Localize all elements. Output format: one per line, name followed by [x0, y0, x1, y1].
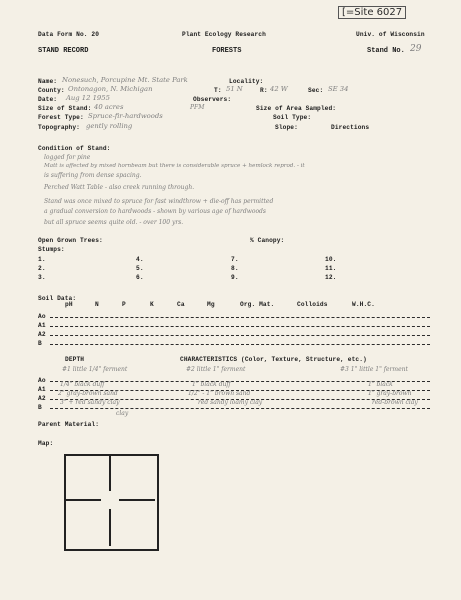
condition-line-6: a gradual conversion to hardwoods - shown by various age of hardwoods: [44, 208, 266, 215]
county-label: County:: [38, 87, 65, 94]
soil-row-ao: Ao: [38, 313, 46, 320]
depth-note: #3 1" little 1" ferment: [340, 366, 408, 373]
soil-col-ca: Ca: [177, 301, 185, 308]
township-label: T:: [214, 87, 222, 94]
depth-note: 1" black: [368, 381, 393, 388]
stump-num: 4.: [136, 256, 144, 263]
depth-note: 1/2" - 1" brown sand: [188, 390, 251, 397]
soil-row-a2: A2: [38, 331, 46, 338]
condition-line-7: but all spruce seems quite old. - over 100 yrs.: [44, 219, 184, 226]
depth-note: clay: [116, 410, 129, 417]
site-stamp: [=Site 6027: [338, 6, 406, 19]
depth-row-a1: A1: [38, 386, 46, 393]
forest-type-value: Spruce-fir-hardwoods: [88, 112, 163, 120]
depth-label: DEPTH: [65, 356, 85, 363]
name-value: Nonesuch, Porcupine Mt. State Park: [62, 76, 188, 84]
range-label: R:: [260, 87, 268, 94]
soil-line: [50, 317, 430, 318]
stand-number-label: Stand No.: [367, 47, 405, 55]
soil-row-b: B: [38, 340, 42, 347]
soil-col-whc: W.H.C.: [352, 301, 375, 308]
depth-note: #1 little 1/4" ferment: [62, 366, 128, 373]
depth-note: red sandy loamy clay: [198, 399, 263, 406]
soil-col-k: K: [150, 301, 154, 308]
directions-label: Directions: [331, 124, 370, 131]
condition-line-4: Perched Watt Table - also creek running through.: [44, 184, 195, 191]
depth-note: 1/4" black duff: [60, 381, 105, 388]
forest-type-label: Forest Type:: [38, 114, 84, 121]
observers-value: PFM: [190, 104, 205, 111]
soil-type-label: Soil Type:: [273, 114, 312, 121]
map-cross-horizontal-right: [119, 499, 155, 501]
stump-num: 11.: [325, 265, 337, 272]
condition-line-5: Stand was once mixed to spruce for fast windthrow + die-off has permitted: [44, 198, 274, 205]
site-map-box: [64, 454, 159, 551]
university: Univ. of Wisconsin: [356, 31, 425, 38]
stumps-label: Stumps:: [38, 246, 65, 253]
canopy-label: % Canopy:: [250, 237, 285, 244]
county-value: Ontonagon, N. Michigan: [68, 85, 153, 93]
section-value: SE 34: [328, 85, 349, 93]
soil-row-a1: A1: [38, 322, 46, 329]
stump-num: 3.: [38, 274, 46, 281]
area-sampled-label: Size of Area Sampled:: [256, 105, 337, 112]
stump-num: 6.: [136, 274, 144, 281]
record-type: FORESTS: [212, 47, 242, 55]
record-title: STAND RECORD: [38, 47, 89, 55]
condition-line-2: Matt is affected by mixed hornbeam but there is considerable spruce + hemlock reprod. - it: [44, 163, 305, 169]
depth-line: [50, 408, 430, 409]
observers-label: Observers:: [193, 96, 232, 103]
form-number: Data Form No. 20: [38, 31, 100, 38]
organization: Plant Ecology Research: [182, 31, 266, 38]
soil-line: [50, 326, 430, 327]
depth-note: 3" + red sandy clay: [60, 399, 120, 406]
locality-label: Locality:: [229, 78, 264, 85]
map-cross-vertical-top: [109, 456, 111, 491]
topography-label: Topography:: [38, 124, 80, 131]
soil-col-mg: Mg: [207, 301, 215, 308]
condition-label: Condition of Stand:: [38, 145, 111, 152]
soil-line: [50, 344, 430, 345]
soil-col-ph: pH: [65, 301, 73, 308]
size-of-stand-label: Size of Stand:: [38, 105, 92, 112]
stump-num: 9.: [231, 274, 239, 281]
characteristics-label: CHARACTERISTICS (Color, Texture, Structure, etc.): [180, 356, 367, 363]
township-value: 51 N: [226, 85, 243, 93]
section-label: Sec:: [308, 87, 324, 94]
open-grown-trees-label: Open Grown Trees:: [38, 237, 103, 244]
soil-data-label: Soil Data:: [38, 295, 77, 302]
soil-col-p: P: [122, 301, 126, 308]
condition-line-1: logged for pine: [44, 154, 91, 161]
stand-number-value: 29: [410, 44, 422, 54]
stump-num: 8.: [231, 265, 239, 272]
date-label: Date:: [38, 96, 58, 103]
map-label: Map:: [38, 440, 54, 447]
depth-row-b: B: [38, 404, 42, 411]
depth-note: 2" gray-brown sand: [58, 390, 118, 397]
depth-note: 1" black duff: [192, 381, 231, 388]
depth-note: red-brown clay: [372, 399, 418, 406]
slope-label: Slope:: [275, 124, 298, 131]
topography-value: gently rolling: [86, 122, 133, 130]
condition-line-3: is suffering from dense spacing.: [44, 172, 142, 179]
depth-note: #2 little 1" ferment: [186, 366, 246, 373]
soil-col-colloids: Colloids: [297, 301, 328, 308]
soil-col-n: N: [95, 301, 99, 308]
depth-row-ao: Ao: [38, 377, 46, 384]
stump-num: 1.: [38, 256, 46, 263]
soil-line: [50, 335, 430, 336]
name-label: Name:: [38, 78, 58, 85]
map-cross-vertical-bottom: [109, 509, 111, 546]
stump-num: 7.: [231, 256, 239, 263]
depth-row-a2: A2: [38, 395, 46, 402]
depth-note: 1" gray-brown: [368, 390, 412, 397]
range-value: 42 W: [270, 85, 288, 93]
stump-num: 12.: [325, 274, 337, 281]
soil-col-org: Org. Mat.: [240, 301, 275, 308]
size-of-stand-value: 40 acres: [94, 103, 124, 111]
stump-num: 10.: [325, 256, 337, 263]
stump-num: 5.: [136, 265, 144, 272]
parent-material-label: Parent Material:: [38, 421, 100, 428]
stump-num: 2.: [38, 265, 46, 272]
map-cross-horizontal-left: [66, 499, 101, 501]
date-value: Aug 12 1955: [66, 94, 110, 102]
